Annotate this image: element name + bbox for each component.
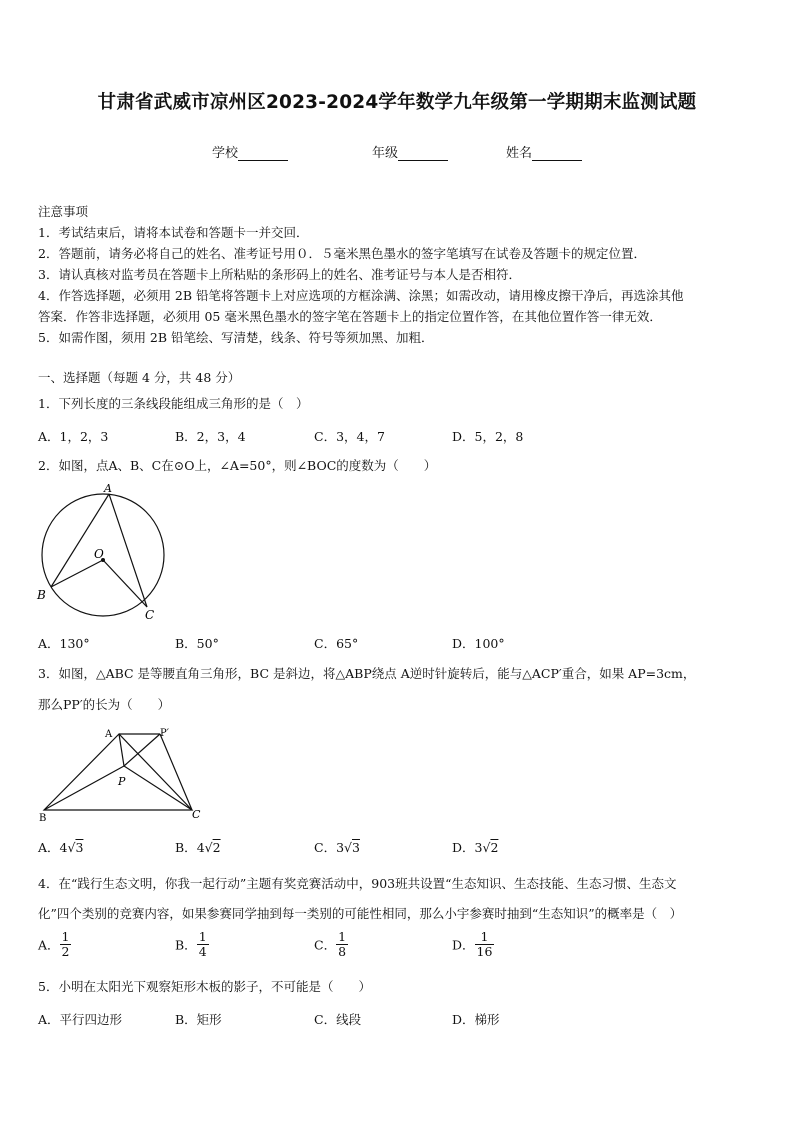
point-c-label: C — [145, 608, 155, 622]
notice-item: 答案．作答非选择题，必须用 05 毫米黑色墨水的签字笔在答题卡上的指定位置作答，在其他位置作答一律无效． — [38, 309, 662, 324]
q4-option-d: D． $\frac{1}{16}$ — [452, 929, 493, 959]
grade-label: 年级 — [372, 146, 399, 161]
name-label: 姓名 — [506, 146, 533, 161]
question-1-stem: 1．下列长度的三条线段能组成三角形的是（ ） — [38, 396, 309, 411]
point-o-label: O — [94, 547, 104, 561]
q2-option-b: B．50° — [175, 636, 219, 651]
q1-option-c: C．3，4，7 — [314, 429, 385, 444]
q5-option-c: C．线段 — [314, 1012, 362, 1027]
question-2-stem: 2．如图，点A、B、C在⊙O上，∠A=50°，则∠BOC的度数为（ ） — [38, 458, 437, 473]
q1-option-a: A．1，2，3 — [38, 429, 109, 444]
question-4-stem-line1: 4．在“践行生态文明，你我一起行动”主题有奖竞赛活动中，903班共设置“生态知识、生态技能、生态习惯、生态文 — [38, 876, 677, 891]
question-3-stem-line1: 3．如图，△ABC 是等腰直角三角形，BC 是斜边，将△ABP绕点 A逆时针旋转后，能与△ACP′重合，如果 AP=3cm， — [38, 666, 696, 681]
q5-option-a: A．平行四边形 — [38, 1012, 123, 1027]
point-a-label: A — [105, 729, 113, 740]
q1-option-d: D．5，2，8 — [452, 429, 524, 444]
point-b-label: B — [37, 588, 46, 602]
point-b-label: B — [39, 813, 47, 822]
q4-option-a: A． $\frac{1}{2}$ — [38, 929, 70, 959]
q2-option-d: D．100° — [452, 636, 505, 651]
grade-field — [372, 142, 448, 161]
q4-option-c: C． $\frac{1}{8}$ — [314, 929, 347, 959]
triangle-figure — [34, 722, 214, 822]
q5-option-b: B．矩形 — [175, 1012, 222, 1027]
point-c-label: C — [192, 808, 201, 821]
notice-heading: 注意事项 — [38, 204, 89, 219]
notice-item: 2．答题前，请务必将自己的姓名、准考证号用０．５毫米黑色墨水的签字笔填写在试卷及答题卡的规定位置． — [38, 246, 646, 261]
q5-option-d: D．梯形 — [452, 1012, 500, 1027]
question-4-stem-line2: 化”四个类别的竞赛内容，如果参赛同学抽到每一类别的可能性相同，那么小宇参赛时抽到“生态知识”的概率是（ ） — [38, 906, 683, 921]
notice-item: 5．如需作图，须用 2B 铅笔绘、写清楚，线条、符号等须加黑、加粗． — [38, 330, 434, 345]
page-title: 甘肃省武威市凉州区2023-2024学年数学九年级第一学期期末监测试题 — [97, 92, 697, 113]
notice-item: 3．请认真核对监考员在答题卡上所粘贴的条形码上的姓名、准考证号与本人是否相符． — [38, 267, 521, 282]
notice-item: 1．考试结束后，请将本试卷和答题卡一并交回． — [38, 225, 309, 240]
name-field — [506, 142, 582, 161]
circle-figure — [34, 480, 174, 626]
q2-option-a: A．130° — [38, 636, 90, 651]
question-5-stem: 5．小明在太阳光下观察矩形木板的影子，不可能是（ ） — [38, 979, 371, 994]
question-3-stem-line2: 那么PP′的长为（ ） — [38, 697, 171, 712]
q4-option-b: B． $\frac{1}{4}$ — [175, 929, 207, 959]
q3-option-d: D．3√2 — [452, 840, 499, 855]
notice-item: 4．作答选择题，必须用 2B 铅笔将答题卡上对应选项的方框涂满、涂黑；如需改动，请用橡皮擦干净后，再选涂其他 — [38, 288, 684, 303]
point-a-label: A — [104, 482, 112, 495]
q3-option-b: B．4√2 — [175, 840, 221, 855]
section-heading: 一、选择题（每题 4 分，共 48 分） — [38, 370, 241, 385]
q1-option-b: B．2，3，4 — [175, 429, 246, 444]
q3-option-a: A．4√3 — [38, 840, 84, 855]
name-blank — [532, 147, 582, 161]
grade-blank — [398, 147, 448, 161]
q2-option-c: C．65° — [314, 636, 359, 651]
q3-option-c: C．3√3 — [314, 840, 360, 855]
school-blank — [238, 147, 288, 161]
point-p-label: P — [118, 775, 126, 788]
school-label: 学校 — [212, 146, 239, 161]
point-p-prime-label: P′ — [160, 728, 169, 739]
school-field — [212, 142, 288, 161]
